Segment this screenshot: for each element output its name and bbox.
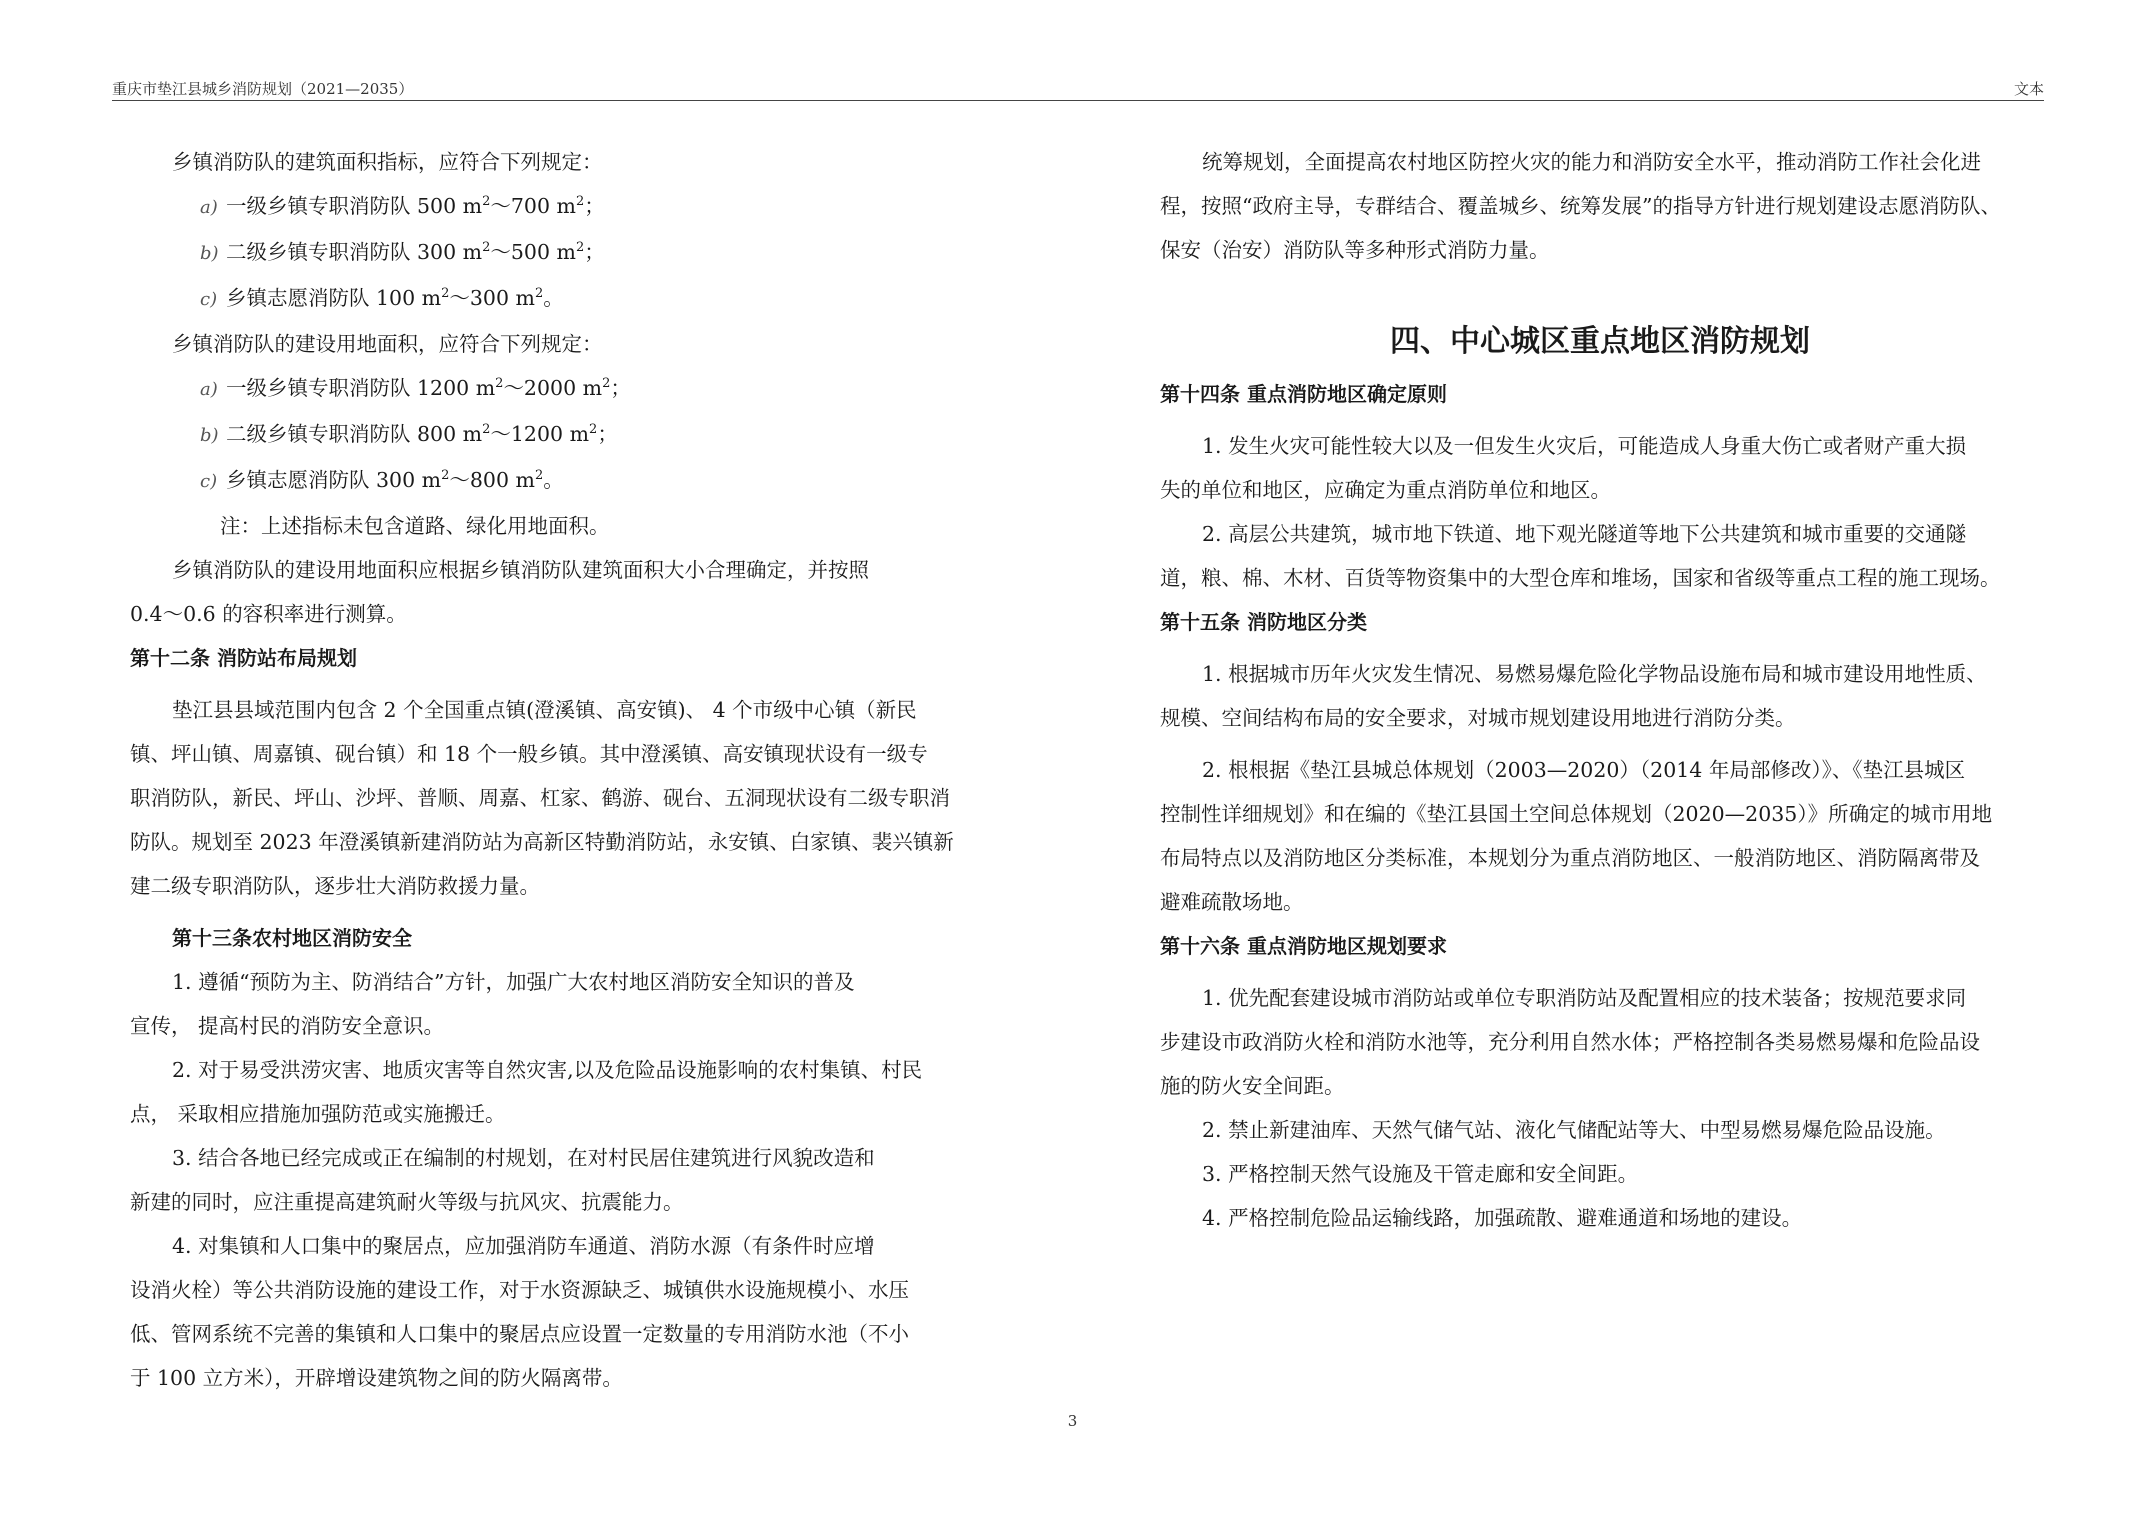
article-13-heading: 第十三条农村地区消防安全 — [172, 926, 412, 950]
article-16-heading: 第十六条 重点消防地区规划要求 — [1160, 934, 1447, 958]
paragraph-line: 避难疏散场地。 — [1160, 890, 1304, 914]
list-item: c) 乡镇志愿消防队 300 $m^2\sim 800$ $m^2$。 — [200, 468, 564, 492]
paragraph-line: 职消防队，新民、坪山、沙坪、普顺、周嘉、杠家、鹤游、砚台、五洞现状设有二级专职消 — [130, 786, 950, 810]
list-item: c) 乡镇志愿消防队 100 $m^2\sim 300$ $m^2$。 — [200, 286, 564, 310]
paragraph-line: 2. 高层公共建筑，城市地下铁道、地下观光隧道等地下公共建筑和城市重要的交通隧 — [1202, 522, 1967, 546]
paragraph-line: 1. 发生火灾可能性较大以及一但发生火灾后，可能造成人身重大伤亡或者财产重大损 — [1202, 434, 1967, 458]
article-14-heading: 第十四条 重点消防地区确定原则 — [1160, 382, 1447, 406]
paragraph-line: 施的防火安全间距。 — [1160, 1074, 1345, 1098]
paragraph-line: 3. 结合各地已经完成或正在编制的村规划，在对村民居住建筑进行风貌改造和 — [172, 1146, 875, 1170]
header-divider — [112, 100, 2044, 101]
paragraph-line: 0.4～0.6 的容积率进行测算。 — [130, 602, 407, 626]
list-item: a) 一级乡镇专职消防队 500 $m^2\sim 700$ $m^2$； — [200, 194, 605, 218]
paragraph-line: 保安（治安）消防队等多种形式消防力量。 — [1160, 238, 1550, 262]
paragraph-line: 建二级专职消防队，逐步壮大消防救援力量。 — [130, 874, 540, 898]
area-intro: 乡镇消防队的建筑面积指标，应符合下列规定： — [172, 150, 603, 174]
paragraph-line: 布局特点以及消防地区分类标准，本规划分为重点消防地区、一般消防地区、消防隔离带及 — [1160, 846, 1980, 870]
paragraph-line: 2. 禁止新建油库、天然气储气站、液化气储配站等大、中型易燃易爆危险品设施。 — [1202, 1118, 1946, 1142]
list-item: b) 二级乡镇专职消防队 800 $m^2\sim 1200$ $m^2$； — [200, 422, 618, 446]
paragraph-line: 防队。规划至 2023 年澄溪镇新建消防站为高新区特勤消防站，永安镇、白家镇、裴兴镇新 — [130, 830, 954, 854]
paragraph-line: 1. 优先配套建设城市消防站或单位专职消防站及配置相应的技术装备；按规范要求同 — [1202, 986, 1967, 1010]
paragraph-line: 1. 遵循“预防为主、防消结合”方针，加强广大农村地区消防安全知识的普及 — [172, 970, 855, 994]
paragraph-line: 1. 根据城市历年火灾发生情况、易燃易爆危险化学物品设施布局和城市建设用地性质、 — [1202, 662, 1987, 686]
article-12-heading: 第十二条 消防站布局规划 — [130, 646, 357, 670]
paragraph-line: 4. 严格控制危险品运输线路，加强疏散、避难通道和场地的建设。 — [1202, 1206, 1803, 1230]
paragraph-line: 程，按照“政府主导，专群结合、覆盖城乡、统筹发展”的指导方针进行规划建设志愿消防队、 — [1160, 194, 2001, 218]
paragraph-line: 镇、坪山镇、周嘉镇、砚台镇）和 18 个一般乡镇。其中澄溪镇、高安镇现状设有一级专 — [130, 742, 928, 766]
paragraph-line: 统筹规划，全面提高农村地区防控火灾的能力和消防安全水平，推动消防工作社会化进 — [1202, 150, 1981, 174]
note: 注：上述指标未包含道路、绿化用地面积。 — [220, 514, 610, 538]
paragraph-line: 垫江县县域范围内包含 2 个全国重点镇(澄溪镇、高安镇)、 4 个市级中心镇（新民 — [172, 698, 917, 722]
page-header — [112, 78, 2044, 100]
paragraph-line: 新建的同时，应注重提高建筑耐火等级与抗风灾、抗震能力。 — [130, 1190, 684, 1214]
paragraph-line: 规模、空间结构布局的安全要求，对城市规划建设用地进行消防分类。 — [1160, 706, 1796, 730]
paragraph-line: 控制性详细规划》和在编的《垫江县国土空间总体规划（2020—2035）》所确定的城市用地 — [1160, 802, 1993, 826]
document-title: 重庆市垫江县城乡消防规划（2021—2035） — [112, 80, 414, 98]
paragraph-line: 4. 对集镇和人口集中的聚居点，应加强消防车通道、消防水源（有条件时应增 — [172, 1234, 875, 1258]
paragraph-line: 于 100 立方米），开辟增设建筑物之间的防火隔离带。 — [130, 1366, 623, 1390]
land-intro: 乡镇消防队的建设用地面积，应符合下列规定： — [172, 332, 603, 356]
paragraph-line: 设消火栓）等公共消防设施的建设工作，对于水资源缺乏、城镇供水设施规模小、水压 — [130, 1278, 909, 1302]
left-column — [130, 140, 960, 1400]
paragraph-line: 2. 根根据《垫江县城总体规划（2003—2020）（2014 年局部修改）》、《垫江县城区 — [1202, 758, 1966, 782]
paragraph-line: 乡镇消防队的建设用地面积应根据乡镇消防队建筑面积大小合理确定，并按照 — [172, 558, 869, 582]
paragraph-line: 3. 严格控制天然气设施及干管走廊和安全间距。 — [1202, 1162, 1639, 1186]
paragraph-line: 步建设市政消防火栓和消防水池等，充分利用自然水体；严格控制各类易燃易爆和危险品设 — [1160, 1030, 1980, 1054]
article-15-heading: 第十五条 消防地区分类 — [1160, 610, 1367, 634]
page-number: 3 — [1067, 1412, 1078, 1430]
list-item: b) 二级乡镇专职消防队 300 $m^2\sim 500$ $m^2$； — [200, 240, 605, 264]
paragraph-line: 宣传， 提高村民的消防安全意识。 — [130, 1014, 445, 1038]
paragraph-line: 失的单位和地区，应确定为重点消防单位和地区。 — [1160, 478, 1611, 502]
section-label: 文本 — [2013, 80, 2044, 98]
right-column — [1160, 140, 2040, 1240]
paragraph-line: 2. 对于易受洪涝灾害、地质灾害等自然灾害,以及危险品设施影响的农村集镇、村民 — [172, 1058, 923, 1082]
section-title: 四、中心城区重点地区消防规划 — [1390, 324, 1810, 359]
list-item: a) 一级乡镇专职消防队 1200 $m^2\sim 2000$ $m^2$； — [200, 376, 631, 400]
paragraph-line: 点， 采取相应措施加强防范或实施搬迁。 — [130, 1102, 506, 1126]
paragraph-line: 道，粮、棉、木材、百货等物资集中的大型仓库和堆场，国家和省级等重点工程的施工现场。 — [1160, 566, 2001, 590]
paragraph-line: 低、管网系统不完善的集镇和人口集中的聚居点应设置一定数量的专用消防水池（不小 — [130, 1322, 909, 1346]
